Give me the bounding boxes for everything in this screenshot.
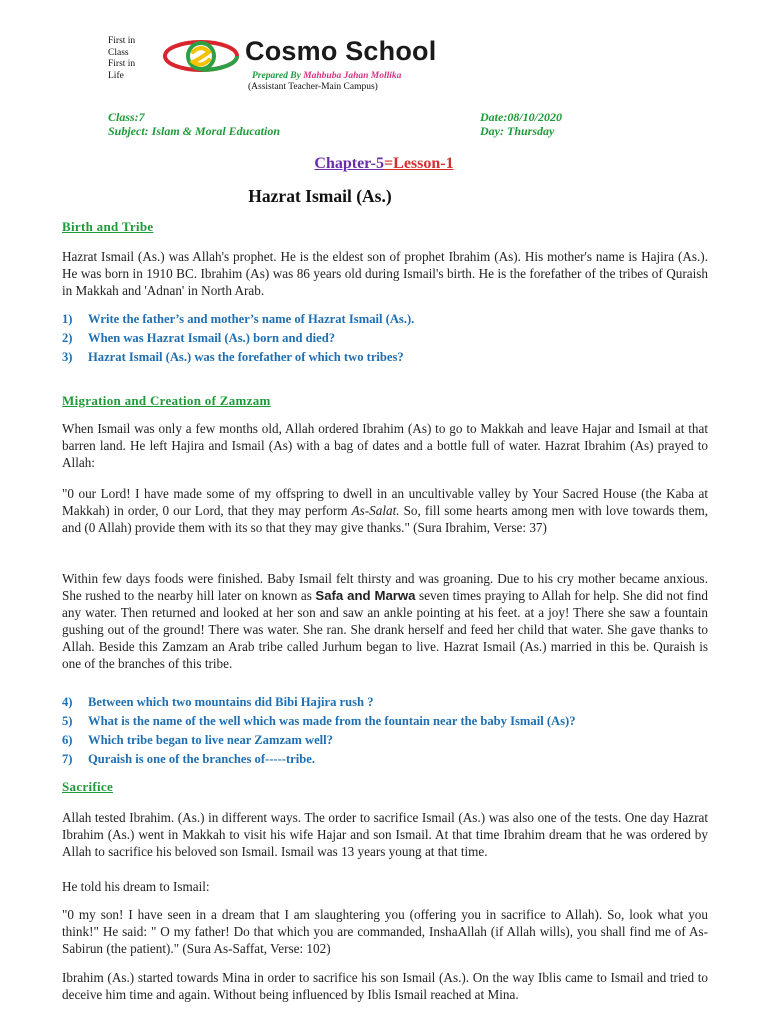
date-label: Date:08/10/2020 <box>480 110 562 124</box>
prepared-by <box>252 71 401 81</box>
question-number: 2) <box>62 331 73 345</box>
question-number: 3) <box>62 350 73 364</box>
motto-line: Class <box>108 47 129 58</box>
question-text: Write the father’s and mother’s name of Hazrat Ismail (As.). <box>88 312 415 326</box>
sacrifice-paragraph-4: Ibrahim (As.) started towards Mina in order to sacrifice his son Ismail (As.). On the way Iblis came to Ismail and tried to deceive him time and again. Without being influenced by Iblis Ismail reached at Mina. <box>62 970 708 1002</box>
teacher-position: (Assistant Teacher-Main Campus) <box>248 82 378 92</box>
question-item <box>62 750 708 769</box>
school-logo-icon <box>160 36 242 76</box>
section-heading-migration: Migration and Creation of Zamzam <box>62 393 271 408</box>
question-item <box>62 348 708 367</box>
question-text: When was Hazrat Ismail (As.) born and died? <box>88 331 335 345</box>
migration-quote <box>62 485 708 536</box>
migration-paragraph-3 <box>62 570 708 672</box>
sacrifice-paragraph-2: He told his dream to Ismail: <box>62 879 210 894</box>
question-text: Quraish is one of the branches of-----tribe. <box>88 752 316 766</box>
question-number: 6) <box>62 733 73 747</box>
lesson-number: Lesson-1 <box>393 155 454 172</box>
motto-line: First in <box>108 59 136 69</box>
motto-line: Life <box>108 70 124 81</box>
migration-paragraph-1: When Ismail was only a few months old, Allah ordered Ibrahim (As) to go to Makkah and leave Hajar and Ismail at that barren land. He left Hajira and Ismail (As) with a bag of dates and a bottle full of water. Hazrat Ibrahim (As) prayed to Allah: <box>62 421 708 470</box>
question-number: 1) <box>62 312 73 326</box>
paragraph-bold: Safa and Marwa <box>315 588 416 603</box>
question-number: 4) <box>62 695 73 709</box>
question-list-birth <box>62 310 708 367</box>
subject-label: Subject: Islam & Moral Education <box>108 124 281 138</box>
paragraph-text: Within few days foods were finished. Baby Ismail felt thirsty and was groaning. Due to his cry mother became anxious. She rushed to the nearby hill later on known as <box>62 571 708 603</box>
section-heading-sacrifice: Sacrifice <box>62 779 114 794</box>
chapter-separator: = <box>384 155 394 172</box>
page-title: Hazrat Ismail (As.) <box>248 186 392 206</box>
quote-emphasis: As-Salat. <box>351 503 400 518</box>
chapter-heading <box>0 155 768 173</box>
prepared-by-label: Prepared By <box>252 71 301 81</box>
section-heading-birth: Birth and Tribe <box>62 219 154 234</box>
birth-paragraph: Hazrat Ismail (As.) was Allah's prophet. He is the eldest son of prophet Ibrahim (As). His mother's name is Hajira (As.). He was born in 1910 BC. Ibrahim (As) was 86 years old during Ismail's birth. He is the forefather of the tribes of Quraish in Makkah and 'Adnan' in North Arab. <box>62 249 708 298</box>
question-list-migration <box>62 693 708 769</box>
question-text: Between which two mountains did Bibi Hajira rush ? <box>88 695 374 709</box>
question-text: Hazrat Ismail (As.) was the forefather of which two tribes? <box>88 350 404 364</box>
school-name: Cosmo School <box>245 36 437 66</box>
quote-text: So, fill some hearts among men with love towards them, and (0 Allah) provide them with its so that they may give thanks." (Sura Ibrahim, Verse: 37) <box>62 503 708 535</box>
school-motto <box>108 36 135 82</box>
question-text: Which tribe began to live near Zamzam well? <box>88 733 333 747</box>
question-item <box>62 329 708 348</box>
paragraph-text: seven times praying to Allah for help. She did not find any water. Then returned and looked at her son and saw an ankle pointing at his feet. at a joy! There she saw a fountain gushing out of the ground! There was water. She ran. She drank herself and feed her child that water. She gave thanks to Allah. Beside this Zamzam an Arab tribe called Jurhum began to live. Hazrat Ismail (As.) married in this be. Quraish is one of the branches of this tribe. <box>62 588 708 671</box>
chapter-number: Chapter-5 <box>314 155 385 172</box>
class-label: Class:7 <box>108 110 145 124</box>
quote-text: "0 our Lord! I have made some of my offspring to dwell in an uncultivable valley by Your Sacred House (the Kaba at Makkah) in order, 0 our Lord, that they may perform <box>62 486 708 518</box>
motto-line: First in <box>108 36 136 46</box>
question-item <box>62 693 708 712</box>
day-label: Day: Thursday <box>480 124 555 138</box>
question-item <box>62 731 708 750</box>
question-number: 5) <box>62 714 73 728</box>
question-item <box>62 712 708 731</box>
question-item <box>62 310 708 329</box>
question-text: What is the name of the well which was made from the fountain near the baby Ismail (As)? <box>88 714 576 728</box>
question-number: 7) <box>62 752 73 766</box>
sacrifice-paragraph-1: Allah tested Ibrahim. (As.) in different ways. The order to sacrifice Ismail (As.) was also one of the tests. One day Hazrat Ibrahim (As.) went in Makkah to visit his wife Hajar and son Ismail. At that time Ibrahim dream that he was ordered by Allah to sacrifice his beloved son Ismail. Ismail was 13 years young at that time. <box>62 810 708 859</box>
sacrifice-quote: "0 my son! I have seen in a dream that I am slaughtering you (offering you in sacrifice to Allah). So, look what you think!" He said: " O my father! Do that which you are commanded, InshaAllah (if Allah wills), you shall find me of As-Sabirun (the patient)." (Sura As-Saffat, Verse: 102) <box>62 907 708 956</box>
teacher-name: Mahbuba Jahan Mollika <box>303 71 402 81</box>
